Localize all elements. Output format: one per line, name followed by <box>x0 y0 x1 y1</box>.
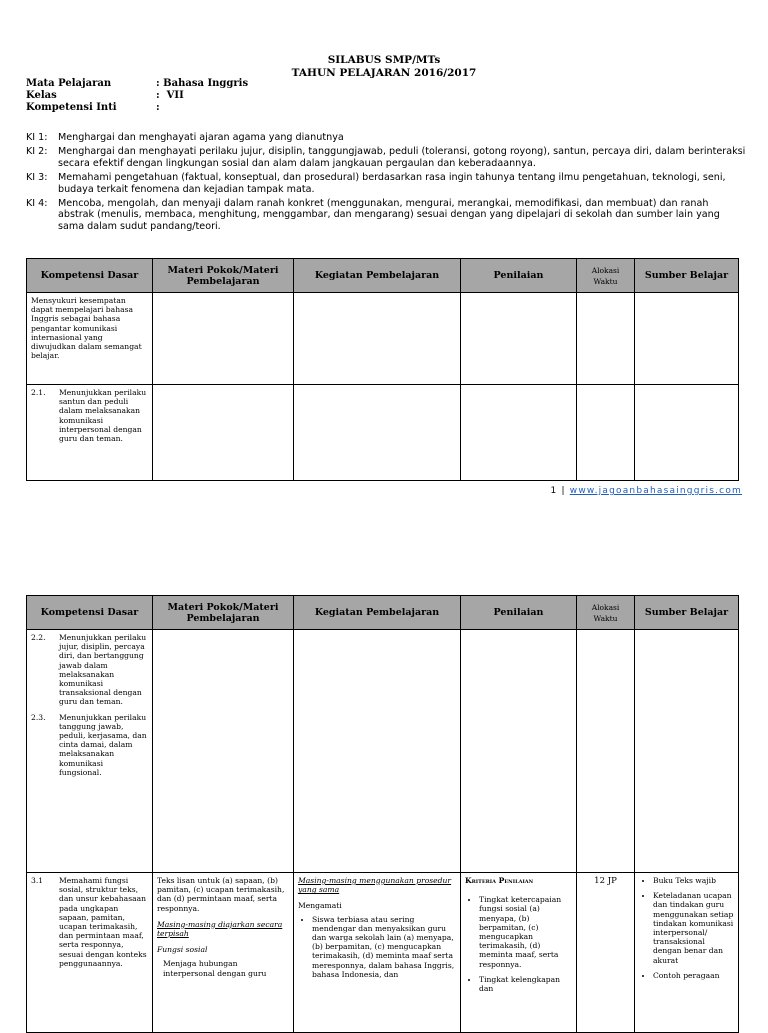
header-penilaian: Penilaian <box>461 596 577 630</box>
kd-number: 2.2. <box>31 633 46 642</box>
ki-text: Menghargai dan menghayati perilaku jujur, disiplin, tanggungjawab, peduli (toleransi, gotong royong), santun, percaya diri, dalam berinteraksi secara efektif dengan lingkungan sosial dan alam dalam jangkauan pergaulan dan keberadaannya. <box>58 146 746 169</box>
header-materi: Materi Pokok/Materi Pembelajaran <box>153 596 294 630</box>
penilaian-cell <box>461 630 577 873</box>
alokasi-cell <box>577 873 635 1033</box>
page-number: 1 <box>550 486 558 496</box>
table-row <box>27 385 739 481</box>
header-materi: Materi Pokok/Materi Pembelajaran <box>153 259 294 293</box>
field-key: Mata Pelajaran <box>26 78 112 89</box>
table-row <box>27 630 739 873</box>
materi-cell <box>153 873 294 1033</box>
sumber-cell <box>635 385 739 481</box>
header-sumber: Sumber Belajar <box>635 596 739 630</box>
header-kompetensi-dasar: Kompetensi Dasar <box>27 596 153 630</box>
kegiatan-cell <box>294 385 461 481</box>
page-footer <box>550 486 742 496</box>
penilaian-cell <box>461 873 577 1033</box>
materi-cell <box>153 630 294 873</box>
ki-label: KI 4: <box>26 198 48 210</box>
kd-text: Menunjukkan perilaku tanggung jawab, peduli, kerjasama, dan cinta damai, dalam melaksanakan komunikasi fungsional. <box>59 712 147 777</box>
kegiatan-subheading: Mengamati <box>298 901 342 911</box>
kd-item <box>31 388 148 443</box>
ki-label: KI 3: <box>26 172 48 184</box>
header-kegiatan: Kegiatan Pembelajaran <box>294 596 461 630</box>
title-line-1: SILABUS SMP/MTs <box>327 54 441 66</box>
kegiatan-cell <box>294 873 461 1033</box>
materi-note: Masing-masing diajarkan secara terpisah <box>157 919 283 939</box>
field-value: : Bahasa Inggris <box>156 78 249 89</box>
sumber-cell <box>635 630 739 873</box>
materi-text: Menjaga hubungan interpersonal dengan guru <box>163 959 267 978</box>
ki-text: Memahami pengetahuan (faktual, konseptual, dan prosedural) berdasarkan rasa ingin tahunya tentang ilmu pengetahuan, teknologi, seni, budaya terkait fenomena dan kejadian tampak mata. <box>58 172 726 195</box>
table-row <box>27 873 739 1033</box>
kd-number: 2.1. <box>31 388 46 397</box>
materi-text: Teks lisan untuk (a) sapaan, (b) pamitan, (c) ucapan terimakasih, dan (d) permintaan maaf, serta responnya. <box>157 876 285 913</box>
field-key: Kompetensi Inti <box>26 102 117 113</box>
ki-item <box>26 146 746 169</box>
penilaian-cell <box>461 385 577 481</box>
kd-item <box>31 713 148 777</box>
ki-text: Menghargai dan menghayati ajaran agama yang dianutnya <box>58 132 344 143</box>
table-row <box>27 293 739 385</box>
kd-text: Memahami fungsi sosial, struktur teks, dan unsur kebahasaan pada ungkapan sapaan, pamitan, ucapan terimakasih, dan permintaan maaf, serta responnya, sesuai dengan konteks penggunaannya. <box>59 876 147 968</box>
ki-label: KI 2: <box>26 146 48 158</box>
kd-text: Menunjukkan perilaku santun dan peduli dalam melaksanakan komunikasi interpersonal dengan guru dan teman. <box>59 388 147 444</box>
kd-cell <box>27 630 153 873</box>
alokasi-cell <box>577 630 635 873</box>
ki-item <box>26 172 746 195</box>
syllabus-table-page-2 <box>26 595 739 1033</box>
header-penilaian: Penilaian <box>461 259 577 293</box>
table-header-row <box>27 596 739 630</box>
kd-number: 3.1 <box>31 876 44 885</box>
website-link[interactable]: www.jagoanbahasainggris.com <box>569 486 742 496</box>
field-value: : VII <box>156 90 184 101</box>
list-item: • Tingkat ketercapaian fungsi sosial (a) menyapa, (b) berpamitan, (c) mengucapkan terimakasih, (d) meminta maaf, serta responnya. <box>479 895 572 969</box>
kegiatan-list <box>298 915 456 979</box>
alokasi-cell <box>577 293 635 385</box>
table-header-row <box>27 259 739 293</box>
alokasi-value: 12 JP <box>594 876 617 886</box>
kd-item <box>31 876 148 968</box>
penilaian-list <box>465 895 572 993</box>
penilaian-cell <box>461 293 577 385</box>
ki-label: KI 1: <box>26 132 48 143</box>
sumber-cell <box>635 293 739 385</box>
list-item: • Tingkat kelengkapan dan <box>479 975 572 993</box>
kompetensi-inti-list <box>26 132 746 235</box>
list-item: • Keteladanan ucapan dan tindakan guru menggunakan setiap tindakan komunikasi interpersonal/ transaksional dengan benar dan akurat <box>653 891 734 965</box>
header-kompetensi-dasar: Kompetensi Dasar <box>27 259 153 293</box>
field-value: : <box>156 102 160 113</box>
materi-subheading: Fungsi sosial <box>157 945 208 955</box>
footer-separator: | <box>557 486 570 496</box>
header-kegiatan: Kegiatan Pembelajaran <box>294 259 461 293</box>
field-key: Kelas <box>26 90 57 101</box>
ki-item <box>26 198 746 232</box>
page-2 <box>0 595 768 1024</box>
header-sumber: Sumber Belajar <box>635 259 739 293</box>
kd-item <box>31 633 148 707</box>
kegiatan-cell <box>294 293 461 385</box>
syllabus-table-page-1 <box>26 258 739 481</box>
header-fields <box>26 78 248 114</box>
field-kelas <box>26 90 248 102</box>
kd-cell <box>27 385 153 481</box>
materi-cell <box>153 293 294 385</box>
title-line-2: TAHUN PELAJARAN 2016/2017 <box>291 67 477 79</box>
list-item: • Contoh peragaan <box>653 971 734 980</box>
kegiatan-cell <box>294 630 461 873</box>
document-title <box>0 54 768 80</box>
kd-cell <box>27 293 153 385</box>
alokasi-cell <box>577 385 635 481</box>
kegiatan-note: Masing-masing menggunakan prosedur yang sama <box>298 876 452 895</box>
materi-cell <box>153 385 294 481</box>
field-mata-pelajaran <box>26 78 248 90</box>
penilaian-title: Kriteria Penilaian <box>465 876 534 885</box>
sumber-list <box>639 876 734 980</box>
ki-text: Mencoba, mengolah, dan menyaji dalam ranah konkret (menggunakan, mengurai, merangkai, memodifikasi, dan membuat) dan ranah abstrak (menulis, membaca, menghitung, menggambar, dan mengarang) sesuai dengan yang dipelajari di sekolah dan sumber lain yang sama dalam sudut pandang/teori. <box>58 198 720 232</box>
kd-text: Menunjukkan perilaku jujur, disiplin, percaya diri, dan bertanggung jawab dalam melaksanakan komunikasi transaksional dengan guru dan teman. <box>59 633 147 707</box>
list-item: • Siswa terbiasa atau sering mendengar dan menyaksikan guru dan warga sekolah lain (a) menyapa, (b) berpamitan, (c) mengucapkan terimakasih, (d) meminta maaf serta meresponnya, dalam bahasa Inggris, bahasa Indonesia, dan <box>312 915 456 979</box>
header-alokasi: Alokasi Waktu <box>577 259 635 293</box>
header-alokasi: Alokasi Waktu <box>577 596 635 630</box>
kd-number: 2.3. <box>31 712 46 722</box>
kd-cell <box>27 873 153 1033</box>
field-kompetensi-inti <box>26 102 248 114</box>
list-item: • Buku Teks wajib <box>653 876 734 885</box>
kd-text: Mensyukuri kesempatan dapat mempelajari bahasa Inggris sebagai bahasa pengantar komunikasi internasional yang diwujudkan dalam semangat belajar. <box>31 296 142 361</box>
ki-item <box>26 132 746 143</box>
sumber-cell <box>635 873 739 1033</box>
